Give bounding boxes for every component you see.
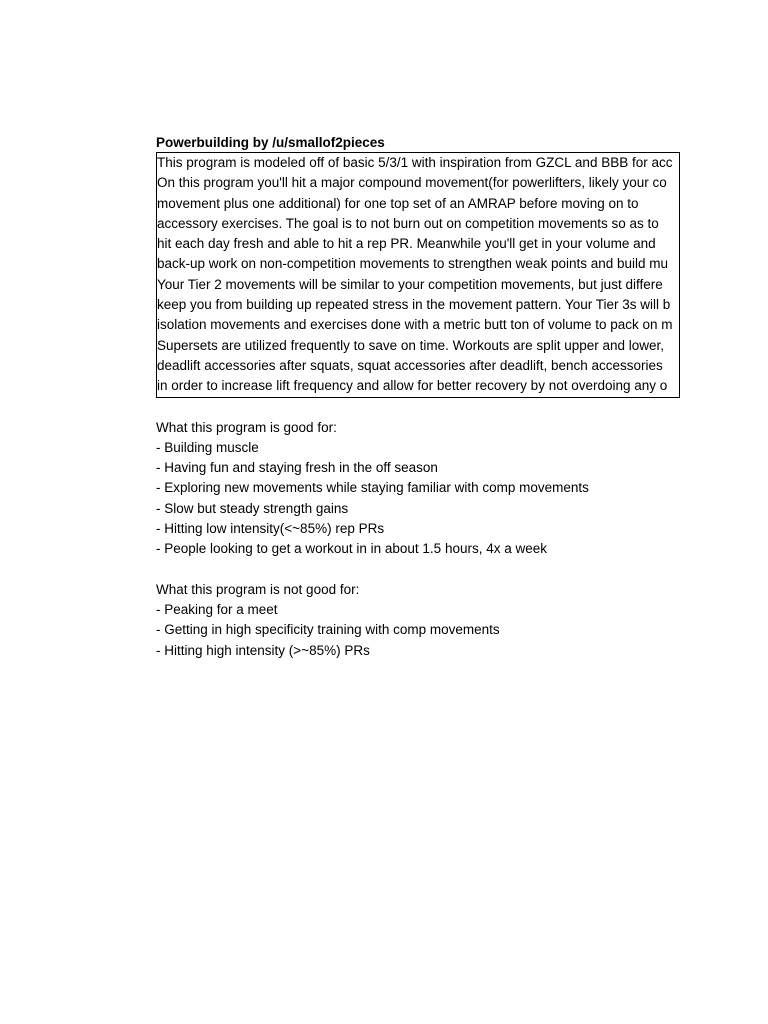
not-good-for-item: - Hitting high intensity (>~85%) PRs bbox=[156, 642, 370, 658]
description-line: deadlift accessories after squats, squat accessories after deadlift, bench accessories bbox=[157, 357, 663, 373]
good-for-item: - Having fun and staying fresh in the off season bbox=[156, 460, 438, 476]
description-line: keep you from building up repeated stress in the movement pattern. Your Tier 3s will b bbox=[157, 297, 671, 313]
description-line: isolation movements and exercises done with a metric butt ton of volume to pack on m bbox=[157, 317, 673, 333]
good-for-item: - Building muscle bbox=[156, 439, 259, 455]
description-line: in order to increase lift frequency and allow for better recovery by not overdoing any o bbox=[157, 378, 668, 394]
good-for-item: - Exploring new movements while staying familiar with comp movements bbox=[156, 480, 589, 496]
description-cell bbox=[156, 152, 680, 398]
good-for-heading: What this program is good for: bbox=[156, 419, 337, 435]
not-good-for-item: - Peaking for a meet bbox=[156, 601, 278, 617]
description-line: hit each day fresh and able to hit a rep PR. Meanwhile you'll get in your volume and bbox=[157, 236, 656, 252]
not-good-for-heading: What this program is not good for: bbox=[156, 581, 360, 597]
description-line: back-up work on non-competition movements to strengthen weak points and build mu bbox=[157, 256, 669, 272]
description-line: This program is modeled off of basic 5/3/1 with inspiration from GZCL and BBB for acc bbox=[157, 155, 673, 170]
good-for-item: - People looking to get a workout in in about 1.5 hours, 4x a week bbox=[156, 541, 547, 557]
good-for-item: - Slow but steady strength gains bbox=[156, 500, 349, 516]
spreadsheet-page bbox=[156, 134, 681, 661]
good-for-section bbox=[156, 418, 681, 560]
good-for-item: - Hitting low intensity(<~85%) rep PRs bbox=[156, 521, 385, 537]
description-line: On this program you'll hit a major compound movement(for powerlifters, likely your co bbox=[157, 175, 667, 191]
description-line: Your Tier 2 movements will be similar to your competition movements, but just differe bbox=[157, 276, 663, 292]
program-title: Powerbuilding by /u/smallof2pieces bbox=[156, 135, 385, 150]
not-good-for-section bbox=[156, 580, 681, 661]
description-line: movement plus one additional) for one top set of an AMRAP before moving on to bbox=[157, 195, 639, 211]
description-line: accessory exercises. The goal is to not burn out on competition movements so as to bbox=[157, 215, 659, 231]
not-good-for-item: - Getting in high specificity training with comp movements bbox=[156, 622, 500, 638]
description-line: Supersets are utilized frequently to save on time. Workouts are split upper and lower, bbox=[157, 337, 665, 353]
